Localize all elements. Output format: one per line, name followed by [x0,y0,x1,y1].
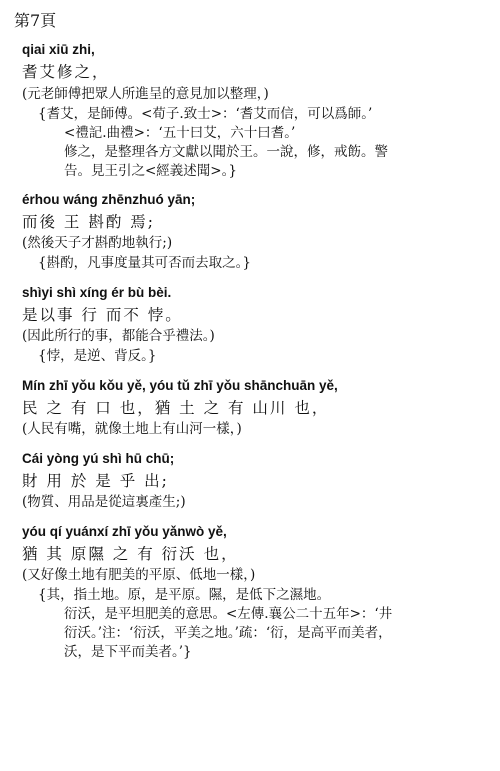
chinese-text-line: 耆艾修之， [22,63,110,81]
annotation-line: 衍沃。’注：‘衍沃，平美之地。’疏：‘衍，是高平而美者， [64,625,392,641]
pinyin-line: Cái yòng yú shì hū chū; [22,451,175,466]
chinese-text-line: 民 之 有 口 也，猶 土 之 有 山川 也， [22,399,330,417]
gloss-line: (物質、用品是從這裏產生;) [22,494,186,510]
annotation-line: {其，指土地。原，是平原。隰，是低下之濕地。 [38,587,331,603]
annotation-line: 衍沃，是平坦肥美的意思。<左傳.襄公二十五年>：‘井 [64,606,393,622]
annotation-line: 修之，是整理各方文獻以聞於王。一說，修，戒飭。警 [64,144,388,160]
gloss-line: (因此所行的事，都能合乎禮法。) [22,328,215,344]
annotation-line: {悖，是逆、背反。} [38,348,157,364]
chinese-text-line: 猶 其 原隰 之 有 衍沃 也， [22,545,239,563]
annotation-line: <禮記.曲禮>：‘五十曰艾，六十曰耆。’ [64,125,296,141]
annotation-line: 沃，是下平而美者。’} [64,644,192,660]
pinyin-line: qiai xiū zhi, [22,42,95,57]
chinese-text-line: 而後 王 斟酌 焉; [22,213,156,231]
chinese-text-line: 財 用 於 是 乎 出; [22,472,169,490]
pinyin-line: érhou wáng zhēnzhuó yān; [22,192,196,207]
gloss-line: (又好像土地有肥美的平原、低地一樣，) [22,567,256,583]
gloss-line: (人民有嘴，就像土地上有山河一樣，) [22,421,242,437]
annotation-line: 告。見王引之<經義述聞>。} [64,163,237,179]
chinese-text-line: 是以事 行 而不 悖。 [22,306,183,324]
pinyin-line: shìyi shì xíng ér bù bèi. [22,285,172,300]
page-number-label: 第7頁 [14,11,57,30]
gloss-line: (然後天子才斟酌地執行;) [22,235,173,251]
pinyin-line: yóu qí yuánxí zhī yǒu yǎnwò yě, [22,524,227,539]
gloss-line: (元老師傅把眾人所進呈的意見加以整理，) [22,86,269,102]
pinyin-line: Mín zhī yǒu kǒu yě, yóu tǔ zhī yǒu shānchuān yě, [22,378,338,393]
annotation-line: {斟酌，凡事度量其可否而去取之。} [38,255,251,271]
annotation-line: {耆艾，是師傅。<荀子.致士>：‘耆艾而信，可以爲師。’ [38,106,373,122]
